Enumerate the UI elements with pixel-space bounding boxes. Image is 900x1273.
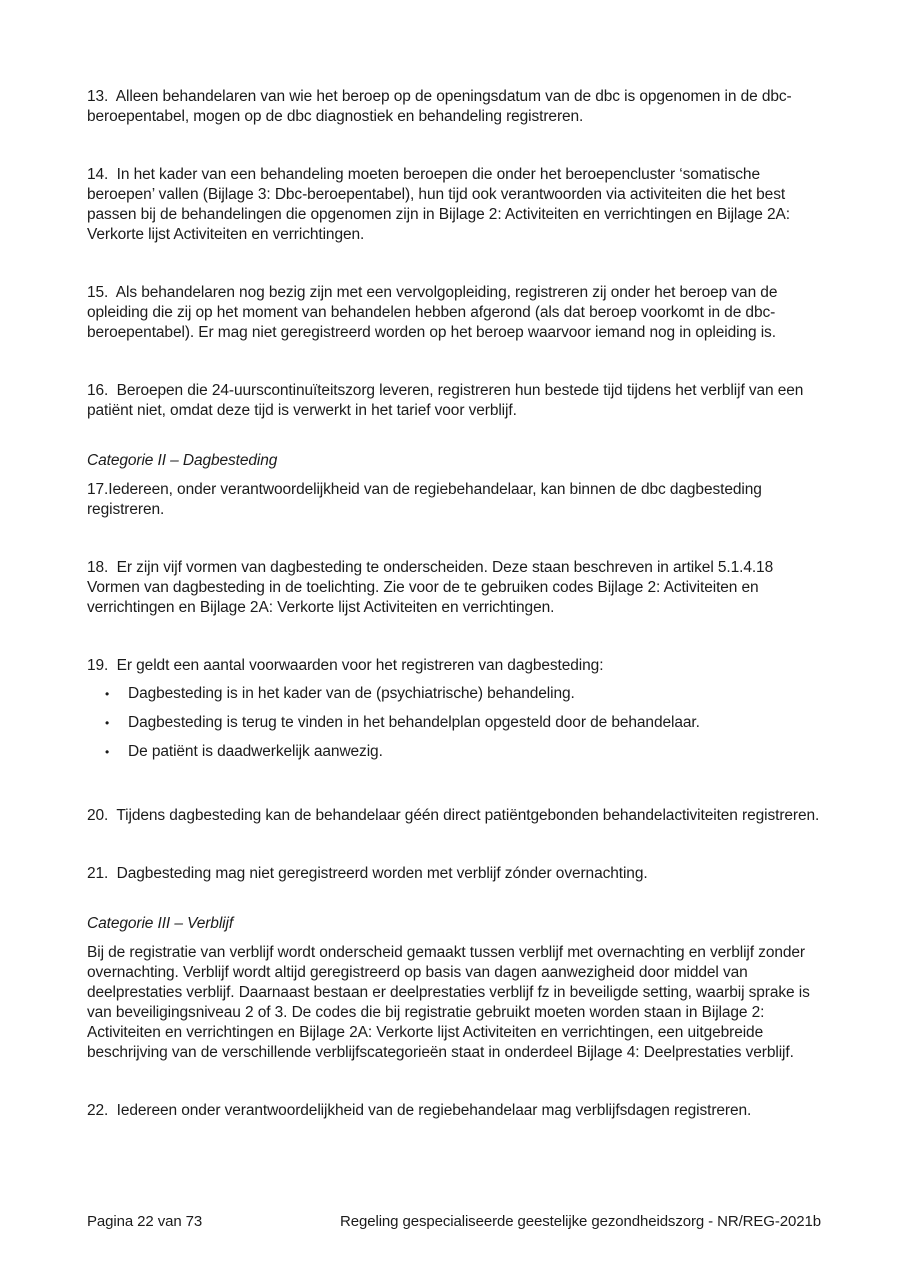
bullet-icon: • xyxy=(105,687,110,701)
heading-categorie-2-dagbesteding: Categorie II – Dagbesteding xyxy=(87,452,278,469)
bullet-icon: • xyxy=(105,745,110,759)
page-footer xyxy=(87,1212,821,1232)
item-18: 18. Er zijn vijf vormen van dagbesteding te onderscheiden. Deze staan beschreven in artikel 5.1.4.18 Vormen van dagbesteding in de toelichting. Zie voor de te gebruiken codes Bijlage 2: Activiteiten en verrichtingen en Bijlage 2A: Verkorte lijst Activiteiten en verrichtingen. xyxy=(87,559,778,616)
dagbesteding-voorwaarden-list xyxy=(87,684,824,762)
bullet-item xyxy=(87,684,824,704)
item-14: 14. In het kader van een behandeling moeten beroepen die onder het beroepencluster ‘somatische beroepen’ vallen (Bijlage 3: Dbc-beroepentabel), hun tijd ook verantwoorden via activiteiten die het best passen bij de behandelingen die opgenomen zijn in Bijlage 2: Activiteiten en verrichtingen en Bijlage 2A: Verkorte lijst Activiteiten en verrichtingen. xyxy=(87,166,795,243)
document-content xyxy=(87,87,824,1121)
item-21: 21. Dagbesteding mag niet geregistreerd worden met verblijf zónder overnachting. xyxy=(87,865,648,882)
heading-categorie-3-verblijf: Categorie III – Verblijf xyxy=(87,915,234,932)
verblijf-intro-paragraph: Bij de registratie van verblijf wordt onderscheid gemaakt tussen verblijf met overnachting en verblijf zonder overnachting. Verblijf wordt altijd geregistreerd op basis van dagen aanwezigheid door middel van deelprestaties verblijf. Daarnaast bestaan er deelprestaties verblijf fz in beveiligde setting, waarbij sprake is van beveiligingsniveau 2 of 3. De codes die bij registratie gebruikt moeten worden staan in Bijlage 2: Activiteiten en verrichtingen en Bijlage 2A: Verkorte lijst Activiteiten en verrichtingen, een uitgebreide beschrijving van de verschillende verblijfscategorieën staat in onderdeel Bijlage 4: Deelprestaties verblijf. xyxy=(87,944,814,1061)
footer-page-number: Pagina 22 van 73 xyxy=(87,1213,203,1230)
item-20: 20. Tijdens dagbesteding kan de behandelaar géén direct patiëntgebonden behandelactiviteiten registreren. xyxy=(87,807,820,824)
bullet-text: Dagbesteding is terug te vinden in het behandelplan opgesteld door de behandelaar. xyxy=(128,714,700,731)
bullet-item xyxy=(87,742,824,762)
bullet-text: De patiënt is daadwerkelijk aanwezig. xyxy=(128,743,383,760)
bullet-text: Dagbesteding is in het kader van de (psychiatrische) behandeling. xyxy=(128,685,575,702)
item-16: 16. Beroepen die 24-uurscontinuïteitszorg leveren, registreren hun bestede tijd tijdens het verblijf van een patiënt niet, omdat deze tijd is verwerkt in het tarief voor verblijf. xyxy=(87,382,808,419)
item-13: 13. Alleen behandelaren van wie het beroep op de openingsdatum van de dbc is opgenomen in de dbc-beroepentabel, mogen op de dbc diagnostiek en behandeling registreren. xyxy=(87,88,792,125)
item-15: 15. Als behandelaren nog bezig zijn met een vervolgopleiding, registreren zij onder het beroep van de opleiding die zij op het moment van behandelen hebben afgerond (als dat beroep voorkomt in de dbc-beroepentabel). Er mag niet geregistreerd worden op het beroep waarvoor iemand nog in opleiding is. xyxy=(87,284,782,341)
item-19: 19. Er geldt een aantal voorwaarden voor het registreren van dagbesteding: xyxy=(87,657,604,674)
item-22: 22. Iedereen onder verantwoordelijkheid van de regiebehandelaar mag verblijfsdagen registreren. xyxy=(87,1102,752,1119)
bullet-icon: • xyxy=(105,716,110,730)
footer-document-title: Regeling gespecialiseerde geestelijke gezondheidszorg - NR/REG-2021b xyxy=(340,1213,821,1230)
item-17: 17.Iedereen, onder verantwoordelijkheid van de regiebehandelaar, kan binnen de dbc dagbesteding registreren. xyxy=(87,481,766,518)
bullet-item xyxy=(87,713,824,733)
